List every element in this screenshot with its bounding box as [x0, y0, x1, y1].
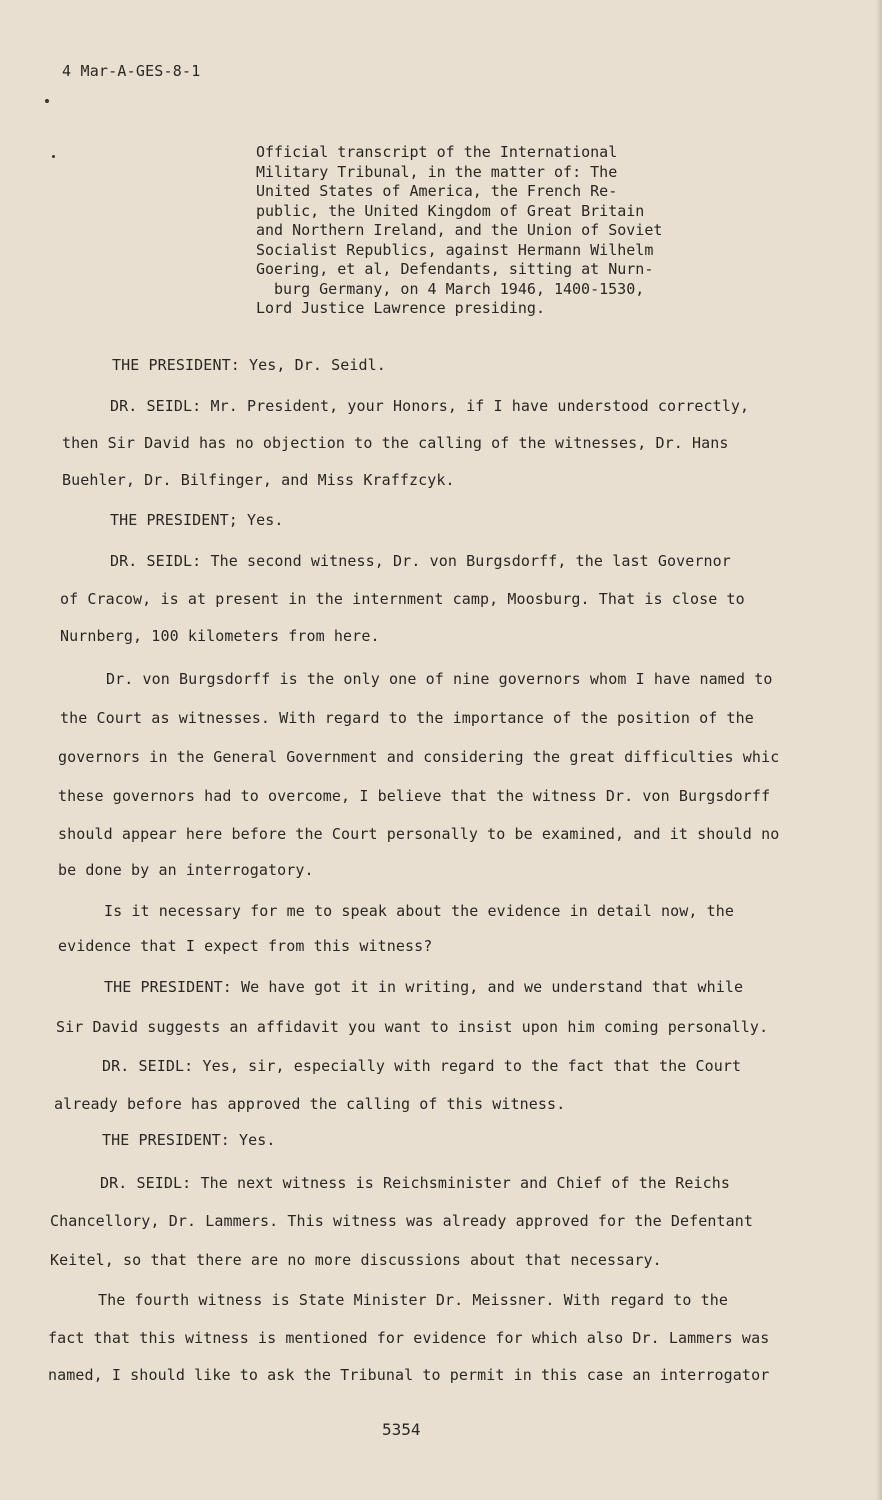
page-identifier: 4 Mar-A-GES-8-1 — [62, 62, 201, 80]
transcript-line: already before has approved the calling of this witness. — [54, 1095, 566, 1113]
transcript-line: be done by an interrogatory. — [58, 861, 314, 879]
transcript-line: THE PRESIDENT; Yes. — [110, 511, 284, 529]
header-line: United States of America, the French Re- — [256, 182, 618, 200]
transcript-line: Nurnberg, 100 kilometers from here. — [60, 627, 380, 645]
transcript-header — [256, 143, 716, 319]
transcript-line: DR. SEIDL: Yes, sir, especially with regard to the fact that the Court — [102, 1057, 742, 1075]
transcript-line: Is it necessary for me to speak about the evidence in detail now, the — [104, 902, 735, 920]
transcript-line: of Cracow, is at present in the internment camp, Moosburg. That is close to — [60, 590, 745, 608]
transcript-line: fact that this witness is mentioned for evidence for which also Dr. Lammers was — [48, 1329, 770, 1347]
header-line: Military Tribunal, in the matter of: The — [256, 162, 618, 181]
transcript-line: Dr. von Burgsdorff is the only one of nine governors whom I have named to — [106, 670, 773, 688]
transcript-line: The fourth witness is State Minister Dr. Meissner. With regard to the — [98, 1291, 729, 1309]
transcript-line: Chancellory, Dr. Lammers. This witness was already approved for the Defentant — [50, 1212, 754, 1230]
header-line: Goering, et al, Defendants, sitting at Nurn- — [256, 260, 654, 278]
transcript-line: DR. SEIDL: The next witness is Reichsminister and Chief of the Reichs — [100, 1174, 731, 1192]
transcript-line: THE PRESIDENT: Yes. — [102, 1131, 276, 1149]
header-line: Lord Justice Lawrence presiding. — [256, 299, 545, 317]
transcript-line: should appear here before the Court personally to be examined, and it should no — [58, 825, 780, 843]
punch-mark — [52, 155, 55, 158]
header-line: Socialist Republics, against Hermann Wilhelm — [256, 240, 654, 259]
transcript-line: named, I should like to ask the Tribunal to permit in this case an interrogator — [48, 1366, 770, 1384]
transcript-line: governors in the General Government and considering the great difficulties whic — [58, 748, 780, 766]
transcript-line: these governors had to overcome, I believe that the witness Dr. von Burgsdorff — [58, 787, 771, 805]
transcript-line: DR. SEIDL: The second witness, Dr. von Burgsdorff, the last Governor — [110, 552, 731, 570]
transcript-line: Buehler, Dr. Bilfinger, and Miss Kraffzcyk. — [62, 471, 455, 489]
page-edge-shadow — [876, 0, 882, 1500]
transcript-line: Keitel, so that there are no more discussions about that necessary. — [50, 1251, 662, 1269]
transcript-line: then Sir David has no objection to the calling of the witnesses, Dr. Hans — [62, 434, 729, 452]
transcript-line: DR. SEIDL: Mr. President, your Honors, if I have understood correctly, — [110, 397, 750, 415]
header-line: public, the United Kingdom of Great Britain — [256, 201, 645, 220]
header-line: and Northern Ireland, and the Union of Soviet — [256, 221, 663, 239]
header-line: Official transcript of the International — [256, 143, 618, 161]
transcript-line: Sir David suggests an affidavit you want to insist upon him coming personally. — [56, 1018, 769, 1036]
punch-mark — [45, 99, 49, 103]
page-number: 5354 — [382, 1420, 421, 1439]
transcript-line: THE PRESIDENT: We have got it in writing, and we understand that while — [104, 978, 744, 996]
transcript-line: the Court as witnesses. With regard to the importance of the position of the — [60, 709, 754, 727]
transcript-line: THE PRESIDENT: Yes, Dr. Seidl. — [112, 356, 386, 374]
header-line: burg Germany, on 4 March 1946, 1400-1530, — [274, 279, 645, 298]
transcript-line: evidence that I expect from this witness? — [58, 937, 433, 955]
